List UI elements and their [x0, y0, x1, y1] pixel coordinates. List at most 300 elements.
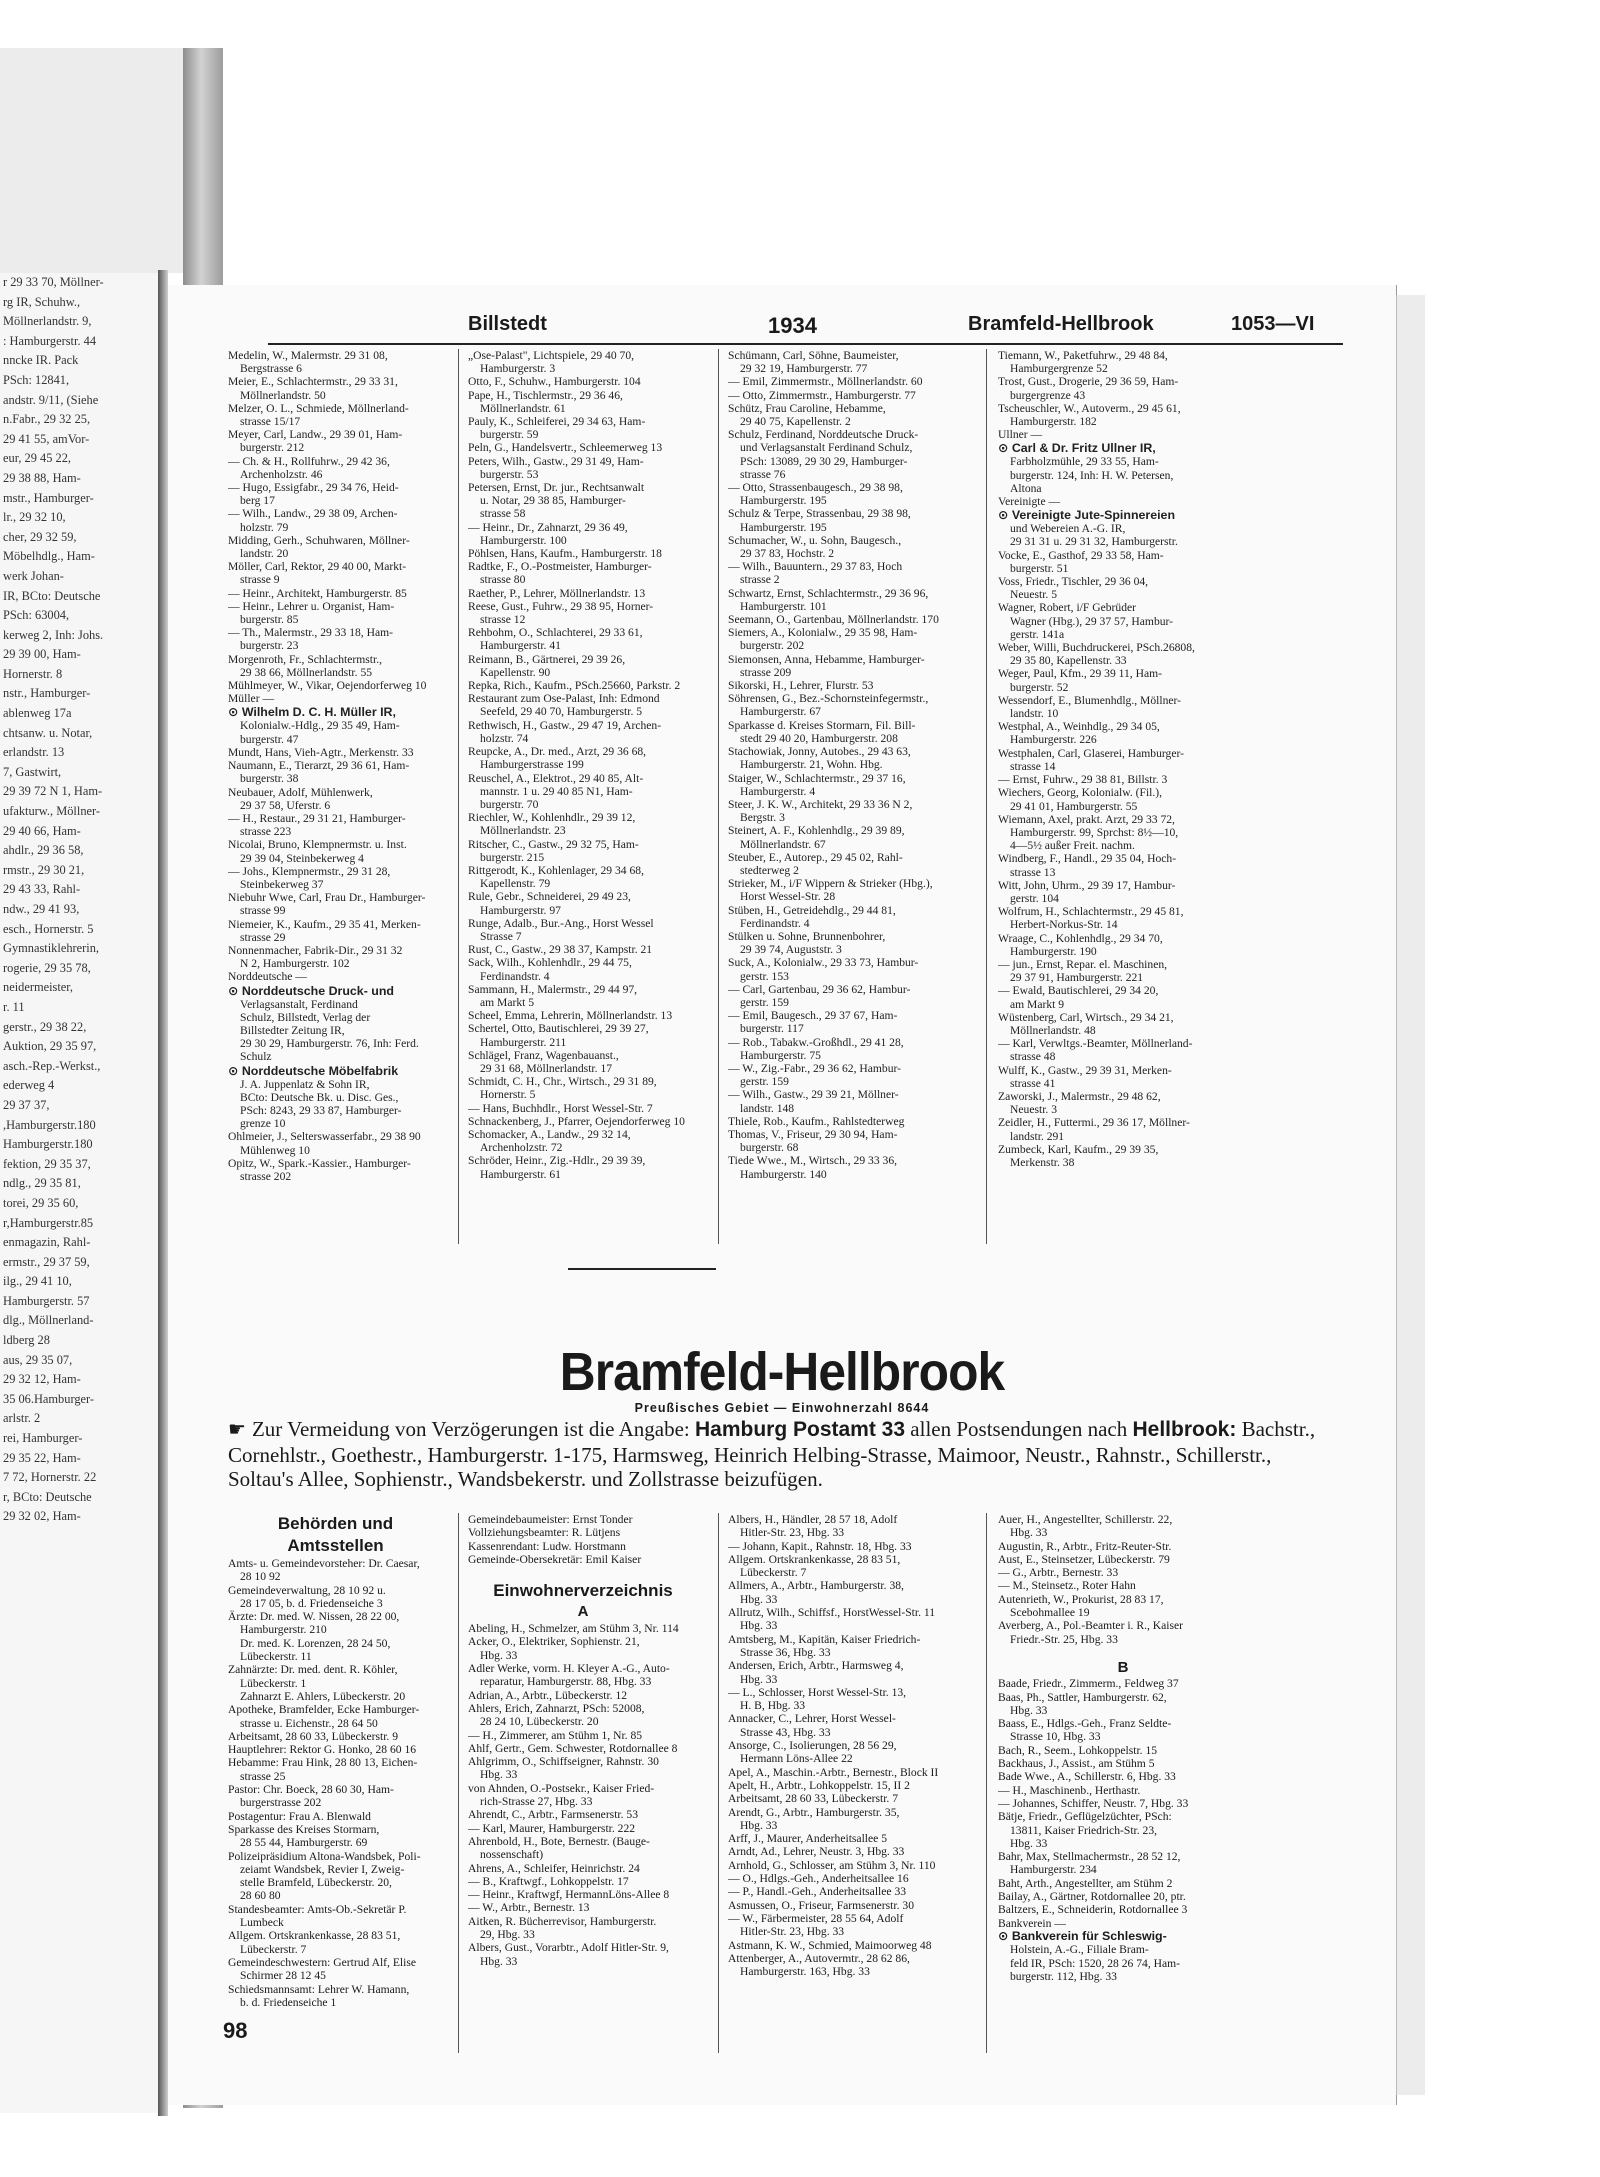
- entry-line: 29 41 55, amVor-: [3, 431, 90, 446]
- entry-line: Otto, F., Schuhw., Hamburgerstr. 104: [468, 375, 641, 389]
- pointing-hand-icon: ☛: [228, 1417, 246, 1441]
- entry-line: strasse 14: [1010, 759, 1056, 773]
- entry-line: — H., Maschinenb., Herthastr.: [998, 1783, 1141, 1797]
- entry-line: Windberg, F., Handl., 29 35 04, Hoch-: [998, 852, 1177, 866]
- entry-line: Westphal, A., Weinhdlg., 29 34 05,: [998, 720, 1160, 734]
- entry-line: Hauptlehrer: Rektor G. Honko, 28 60 16: [228, 1743, 417, 1757]
- entry-line: strasse 13: [1010, 865, 1056, 879]
- entry-line: — O., Hdlgs.-Geh., Anderheitsallee 16: [728, 1872, 909, 1886]
- entry-line: — Heinr., Dr., Zahnarzt, 29 36 49,: [468, 520, 628, 534]
- entry-line: Ohlmeier, J., Selterswasserfabr., 29 38 90: [228, 1130, 421, 1144]
- entry-line: ndlg., 29 35 81,: [3, 1176, 81, 1191]
- entry-line: Hamburgerstr. 234: [1010, 1863, 1097, 1877]
- entry-line: Abeling, H., Schmelzer, am Stühm 3, Nr. 114: [468, 1622, 679, 1636]
- entry-line: Schirmer 28 12 45: [240, 1969, 326, 1983]
- entry-line: Witt, John, Uhrm., 29 39 17, Hambur-: [998, 878, 1176, 892]
- entry-line: nncke IR. Pack: [3, 353, 79, 368]
- entry-line: ndw., 29 41 93,: [3, 902, 80, 916]
- entry-line: strasse 80: [480, 573, 526, 587]
- entry-line: Arbeitsamt, 28 60 33, Lübeckerstr. 7: [728, 1792, 899, 1806]
- entry-line: burgerstr. 53: [480, 467, 539, 481]
- entry-line: Möllnerlandstr. 9,: [3, 314, 92, 329]
- entry-line: Radtke, F., O.-Postmeister, Hamburger-: [468, 560, 652, 574]
- entry-line: Staiger, W., Schlachtermstr., 29 37 16,: [728, 771, 906, 785]
- section-rule: [568, 1268, 716, 1270]
- entry-line: Neubauer, Adolf, Mühlenwerk,: [228, 785, 373, 799]
- entry-line: Hitler-Str. 23, Hbg. 33: [740, 1925, 845, 1939]
- left-page-fragment: [0, 273, 160, 2113]
- entry-line: Hamburgerstr. 210: [240, 1623, 327, 1637]
- entry-line: 29 43 33, Rahl-: [3, 882, 81, 897]
- entry-line: burgerstr. 202: [740, 639, 805, 653]
- entry-line: Midding, Gerh., Schuhwaren, Möllner-: [228, 533, 410, 547]
- entry-line: Autenrieth, W., Prokurist, 28 83 17,: [998, 1592, 1164, 1606]
- entry-line: Rehbohm, O., Schlachterei, 29 33 61,: [468, 626, 643, 640]
- entry-line: — B., Kraftwgf., Lohkoppelstr. 17: [468, 1874, 629, 1888]
- entry-line: Schütz, Frau Caroline, Hebamme,: [728, 401, 886, 415]
- entry-line: Möllnerlandstr. 61: [480, 401, 566, 415]
- entry-line: strasse 48: [1010, 1050, 1056, 1064]
- entry-line: chtsanw. u. Notar,: [3, 725, 93, 740]
- entry-line: Amts- u. Gemeindevorsteher: Dr. Caesar,: [228, 1557, 420, 1570]
- entry-line: r. 11: [3, 999, 25, 1014]
- entry-line: b. d. Friedenseiche 1: [240, 1995, 337, 2009]
- entry-line: Ahrenbold, H., Bote, Bernestr. (Bauge-: [468, 1834, 650, 1848]
- entry-line: Müller —: [228, 692, 275, 706]
- entry-line: Gemeindebaumeister: Ernst Tonder: [468, 1513, 633, 1526]
- entry-line: H. B, Hbg. 33: [740, 1699, 806, 1713]
- entry-line: Restaurant zum Ose-Palast, Inh: Edmond: [468, 692, 660, 706]
- entry-line: zeiamt Wandsbek, Revier I, Zweig-: [240, 1862, 405, 1876]
- entry-line: berg 17: [240, 494, 275, 508]
- entry-line: Hornerstr. 8: [3, 666, 63, 681]
- entry-line: Hamburgerstr. 140: [740, 1167, 827, 1181]
- entry-line: Schulz, Ferdinand, Norddeutsche Druck-: [728, 428, 919, 442]
- entry-line: 28 55 44, Hamburgerstr. 69: [240, 1836, 368, 1850]
- entry-line: mannstr. 1 u. 29 40 85 N1, Ham-: [480, 784, 633, 798]
- entry-line: Tiemann, W., Paketfuhrw., 29 48 84,: [998, 349, 1168, 362]
- entry-line: Adler Werke, vorm. H. Kleyer A.-G., Auto-: [468, 1662, 670, 1676]
- entry-line: Augustin, R., Arbtr., Fritz-Reuter-Str.: [998, 1539, 1172, 1553]
- entry-line: burgerstr. 52: [1010, 680, 1069, 694]
- entry-line: Schmidt, C. H., Chr., Wirtsch., 29 31 89,: [468, 1075, 657, 1089]
- entry-line: Wolfrum, H., Schlachtermstr., 29 45 81,: [998, 905, 1184, 919]
- entry-line: Kapellenstr. 90: [480, 665, 551, 679]
- entry-line: Horst Wessel-Str. 28: [740, 890, 836, 904]
- entry-line: Dr. med. K. Lorenzen, 28 24 50,: [240, 1636, 391, 1650]
- entry-line: Stüben, H., Getreidehdlg., 29 44 81,: [728, 903, 896, 917]
- entry-line: ⊙ Wilhelm D. C. H. Müller IR,: [228, 705, 396, 720]
- residents-column-1: [468, 1513, 698, 1968]
- entry-line: Hamburgerstr. 190: [1010, 944, 1097, 958]
- entry-line: burgerstr. 212: [240, 441, 305, 455]
- entry-line: Wagner, Robert, i/F Gebrüder: [998, 601, 1137, 615]
- entry-line: Altona: [1010, 481, 1042, 495]
- entry-line: Wraage, C., Kohlenhdlg., 29 34 70,: [998, 931, 1163, 945]
- entry-line: 29 41 01, Hamburgerstr. 55: [1010, 799, 1138, 813]
- entry-line: Arnhold, G., Schlosser, am Stühm 3, Nr. 110: [728, 1858, 936, 1872]
- entry-line: Schwartz, Ernst, Schlachtermstr., 29 36 96,: [728, 586, 929, 600]
- entry-line: Petersen, Ernst, Dr. jur., Rechtsanwalt: [468, 481, 645, 495]
- authorities-list: [228, 1557, 443, 2009]
- entry-line: Zaworski, J., Malermstr., 29 48 62,: [998, 1089, 1161, 1103]
- entry-line: — H., Zimmerer, am Stühm 1, Nr. 85: [468, 1728, 643, 1742]
- entry-line: r,Hamburgerstr.85: [3, 1215, 94, 1230]
- entry-line: nstr., Hamburger-: [3, 686, 91, 701]
- entry-line: Bergstrasse 6: [240, 362, 302, 376]
- entry-line: burgerstr. 124, Inh: H. W. Petersen,: [1010, 468, 1174, 482]
- entry-line: Lübeckerstr. 7: [240, 1942, 307, 1956]
- entry-line: — Ernst, Fuhrw., 29 38 81, Billstr. 3: [998, 773, 1168, 787]
- entry-line: Wiechers, Georg, Kolonialw. (Fil.),: [998, 786, 1163, 800]
- entry-line: — Johs., Klempnermstr., 29 31 28,: [228, 864, 391, 878]
- entry-line: Farbholzmühle, 29 33 55, Ham-: [1010, 455, 1159, 469]
- entry-line: Peln, G., Handelsvertr., Schleemerweg 13: [468, 441, 663, 455]
- notice-text-2: allen Postsendungen nach: [910, 1417, 1128, 1441]
- entry-line: ,Hamburgerstr.180: [3, 1117, 96, 1132]
- entry-line: Baass, E., Hdlgs.-Geh., Franz Seldte-: [998, 1717, 1172, 1731]
- entry-line: PSch: 8243, 29 33 87, Hamburger-: [240, 1103, 402, 1117]
- entry-line: Medelin, W., Malermstr. 29 31 08,: [228, 349, 388, 362]
- entry-line: 29 38 66, Möllnerlandstr. 55: [240, 665, 373, 679]
- entry-line: Rethwisch, H., Gastw., 29 47 19, Archen-: [468, 718, 662, 732]
- entry-line: Zeidler, H., Futtermi., 29 36 17, Möllner-: [998, 1116, 1190, 1130]
- entry-line: Hamburgerstr. 75: [740, 1048, 821, 1062]
- entry-line: Repka, Rich., Kaufm., PSch.25660, Parkstr. 2: [468, 679, 681, 693]
- entry-line: strasse u. Eichenstr., 28 64 50: [240, 1716, 378, 1730]
- entry-line: cher, 29 32 59,: [3, 529, 77, 544]
- entry-line: Ahrens, A., Schleifer, Heinrichstr. 24: [468, 1861, 640, 1875]
- entry-line: ahdlr., 29 36 58,: [3, 843, 84, 858]
- entry-line: Albers, H., Händler, 28 57 18, Adolf: [728, 1513, 898, 1526]
- entry-line: — jun., Ernst, Repar. el. Maschinen,: [998, 957, 1168, 971]
- blank-line: [998, 1646, 1248, 1659]
- entry-line: kerweg 2, Inh: Johs.: [3, 627, 104, 642]
- column-divider: [718, 1513, 719, 2053]
- entry-line: Stülken u. Sohne, Brunnenbohrer,: [728, 929, 886, 943]
- entry-line: Wüstenberg, Carl, Wirtsch., 29 34 21,: [998, 1010, 1174, 1024]
- entry-line: Hamburgerstr.180: [3, 1137, 93, 1152]
- entry-line: Aust, E., Steinsetzer, Lübeckerstr. 79: [998, 1552, 1170, 1566]
- entry-line: landstr. 291: [1010, 1129, 1065, 1143]
- entry-line: Hamburgerstrasse 199: [480, 758, 584, 772]
- entry-line: burgergrenze 43: [1010, 388, 1086, 402]
- entry-line: Adrian, A., Arbtr., Lübeckerstr. 12: [468, 1688, 628, 1702]
- entry-line: Hamburgerstr. 3: [480, 362, 556, 376]
- entry-line: Opitz, W., Spark.-Kassier., Hamburger-: [228, 1156, 411, 1170]
- entry-line: Wessendorf, E., Blumenhdlg., Möllner-: [998, 693, 1182, 707]
- entry-line: burgerstrasse 202: [240, 1796, 322, 1810]
- entry-line: — Heinr., Architekt, Hamburgerstr. 85: [228, 586, 407, 600]
- entry-line: Vollziehungsbeamter: R. Lütjens: [468, 1526, 621, 1540]
- entry-line: Apel, A., Maschin.-Arbtr., Bernestr., Block II: [728, 1765, 939, 1779]
- page-gutter-shadow: [158, 270, 168, 2116]
- entry-line: Strasse 43, Hbg. 33: [740, 1725, 831, 1739]
- entry-line: Strasse 7: [480, 929, 522, 943]
- entry-line: Amtsberg, M., Kapitän, Kaiser Friedrich-: [728, 1632, 921, 1646]
- entry-line: nossenschaft): [480, 1848, 544, 1862]
- entry-line: strasse 29: [240, 930, 286, 944]
- entry-line: rogerie, 29 35 78,: [3, 960, 91, 975]
- entry-line: Hamburgerstr. 163, Hbg. 33: [740, 1965, 870, 1979]
- notice-hellbrook: Hellbrook:: [1132, 1418, 1237, 1441]
- entry-line: burgerstr. 68: [740, 1141, 799, 1155]
- entry-line: — W., Färbermeister, 28 55 64, Adolf: [728, 1911, 904, 1925]
- notice-text-1: Zur Vermeidung von Verzögerungen ist die Angabe:: [251, 1417, 690, 1441]
- entry-line: 28 24 10, Lübeckerstr. 20: [480, 1715, 599, 1729]
- entry-line: Kapellenstr. 79: [480, 877, 551, 891]
- entry-line: — Wilh., Gastw., 29 39 21, Möllner-: [728, 1088, 899, 1102]
- entry-line: Kassenrendant: Ludw. Horstmann: [468, 1539, 626, 1553]
- entry-line: ⊙ Norddeutsche Möbelfabrik: [228, 1063, 399, 1078]
- entry-line: — Heinr., Lehrer u. Organist, Ham-: [228, 599, 395, 613]
- entry-line: 35 06.Hamburger-: [3, 1391, 95, 1406]
- entry-line: Schümann, Carl, Söhne, Baumeister,: [728, 349, 899, 362]
- entry-line: strasse 76: [740, 467, 786, 481]
- entry-line: r 29 33 70, Möllner-: [3, 275, 104, 289]
- entry-line: Hbg. 33: [740, 1592, 778, 1606]
- entry-line: 7 72, Hornerstr. 22: [3, 1470, 97, 1485]
- entry-line: Hamburgerstr. 61: [480, 1167, 561, 1181]
- entry-line: gerstr. 153: [740, 969, 789, 983]
- entry-line: Scebohmallee 19: [1010, 1606, 1090, 1620]
- entry-line: Tscheuschler, W., Autoverm., 29 45 61,: [998, 401, 1181, 415]
- entry-line: — Johann, Kapit., Rahnstr. 18, Hbg. 33: [728, 1539, 912, 1553]
- entry-line: werk Johan-: [3, 568, 64, 583]
- entry-line: — Wilh., Bauuntern., 29 37 83, Hoch: [728, 560, 903, 574]
- entry-line: ⊙ Bankverein für Schleswig-: [998, 1929, 1167, 1943]
- entry-line: reparatur, Hamburgerstr. 88, Hbg. 33: [480, 1675, 652, 1689]
- entry-line: Schnackenberg, J., Pfarrer, Oejendorferweg 10: [468, 1114, 685, 1128]
- entry-line: Ahlgrimm, O., Schiffseigner, Rahnstr. 30: [468, 1755, 659, 1769]
- entry-line: Allgem. Ortskrankenkasse, 28 83 51,: [728, 1552, 901, 1566]
- entry-line: Tiede Wwe., M., Wirtsch., 29 33 36,: [728, 1154, 898, 1168]
- entry-line: Bahr, Max, Stellmachermstr., 28 52 12,: [998, 1850, 1181, 1864]
- entry-line: Wiemann, Axel, prakt. Arzt, 29 33 72,: [998, 812, 1175, 826]
- entry-line: Schumacher, W., u. Sohn, Baugesch.,: [728, 533, 902, 547]
- entry-line: Hebamme: Frau Hink, 28 80 13, Eichen-: [228, 1756, 418, 1770]
- entry-line: Allmers, A., Arbtr., Hamburgerstr. 38,: [728, 1579, 904, 1593]
- entry-line: gerstr. 141a: [1010, 627, 1065, 641]
- entry-line: burgerstr. 38: [240, 772, 299, 786]
- entry-line: gerstr. 159: [740, 1075, 789, 1089]
- entry-line: ldberg 28: [3, 1333, 50, 1348]
- entry-line: ederweg 4: [3, 1078, 55, 1093]
- entry-line: Allgem. Ortskrankenkasse, 28 83 51,: [228, 1929, 401, 1943]
- entry-line: Wagner (Hbg.), 29 37 57, Hambur-: [1010, 614, 1174, 628]
- entry-line: Schiedsmannsamt: Lehrer W. Hamann,: [228, 1982, 410, 1996]
- entry-line: — Johannes, Schiffer, Neustr. 7, Hbg. 33: [998, 1796, 1189, 1810]
- directory-page: [168, 285, 1397, 2105]
- entry-line: Nonnenmacher, Fabrik-Dir., 29 31 32: [228, 943, 403, 957]
- entry-line: Bade Wwe., A., Schillerstr. 6, Hbg. 33: [998, 1770, 1176, 1784]
- entry-line: 7, Gastwirt,: [3, 764, 62, 779]
- entry-line: — G., Arbtr., Bernestr. 33: [998, 1566, 1119, 1580]
- entry-line: Sparkasse des Kreises Stormarn,: [228, 1822, 380, 1836]
- entry-line: Ahrendt, C., Arbtr., Farmsenerstr. 53: [468, 1808, 639, 1822]
- entry-line: landstr. 10: [1010, 707, 1059, 721]
- entry-line: BCto: Deutsche Bk. u. Disc. Ges.,: [240, 1090, 399, 1104]
- entry-line: Thomas, V., Friseur, 29 30 94, Ham-: [728, 1127, 898, 1141]
- entry-line: r, BCto: Deutsche: [3, 1489, 92, 1504]
- entry-line: Rittgerodt, K., Kohlenlager, 29 34 68,: [468, 863, 644, 877]
- entry-line: Hbg. 33: [1010, 1836, 1048, 1850]
- entry-line: Westphalen, Carl, Glaserei, Hamburger-: [998, 746, 1184, 760]
- entry-line: Schertel, Otto, Bautischlerei, 29 39 27,: [468, 1022, 649, 1036]
- entry-line: Hbg. 33: [1010, 1526, 1048, 1540]
- entry-line: Billstedter Zeitung IR,: [240, 1023, 345, 1037]
- postal-notice: [228, 1417, 1338, 1492]
- entry-line: ⊙ Carl & Dr. Fritz Ullner IR,: [998, 441, 1156, 456]
- entry-line: Apotheke, Bramfelder, Ecke Hamburger-: [228, 1703, 420, 1717]
- entries-column-3: [728, 349, 973, 1181]
- entry-line: — Ewald, Bautischlerei, 29 34 20,: [998, 984, 1159, 998]
- entry-line: Möller, Carl, Rektor, 29 40 00, Markt-: [228, 560, 407, 574]
- entry-line: PSch: 12841,: [3, 372, 70, 387]
- entry-line: Bankverein —: [998, 1916, 1066, 1930]
- entry-line: — Wilh., Landw., 29 38 09, Archen-: [228, 507, 398, 521]
- entry-line: rich-Strasse 27, Hbg. 33: [480, 1795, 593, 1809]
- entry-line: Backhaus, J., Assist., am Stühm 5: [998, 1757, 1155, 1771]
- entry-line: PSch: 13089, 29 30 29, Hamburger-: [740, 454, 908, 468]
- entry-line: Bailay, A., Gärtner, Rotdornallee 20, ptr.: [998, 1890, 1186, 1904]
- entry-line: gerstr., 29 38 22,: [3, 1019, 87, 1034]
- entry-line: Möllnerlandstr. 48: [1010, 1023, 1096, 1037]
- entry-line: Arendt, G., Arbtr., Hamburgerstr. 35,: [728, 1805, 900, 1819]
- entry-line: Söhrensen, G., Bez.-Schornsteinfegermstr.,: [728, 692, 929, 706]
- entry-line: Gemeinde-Obersekretär: Emil Kaiser: [468, 1552, 642, 1566]
- entry-line: strasse 25: [240, 1769, 286, 1783]
- entry-line: Zumbeck, Karl, Kaufm., 29 39 35,: [998, 1142, 1159, 1156]
- entry-line: Andersen, Erich, Arbtr., Harmsweg 4,: [728, 1659, 904, 1673]
- entry-line: — Th., Malermstr., 29 33 18, Ham-: [228, 626, 393, 640]
- entry-line: 13811, Kaiser Friedrich-Str. 23,: [1010, 1823, 1158, 1837]
- entry-line: strasse 9: [240, 573, 280, 587]
- entry-line: Raether, P., Lehrer, Möllnerlandstr. 13: [468, 586, 646, 600]
- entry-line: Hbg. 33: [1010, 1703, 1048, 1717]
- entry-line: 29 30 29, Hamburgerstr. 76, Inh: Ferd.: [240, 1037, 419, 1051]
- entry-line: Astmann, K. W., Schmied, Maimoorweg 48: [728, 1938, 932, 1952]
- entry-line: dlg., Möllnerland-: [3, 1313, 94, 1328]
- entry-line: burgerstr. 215: [480, 850, 545, 864]
- entry-line: rei, Hamburger-: [3, 1431, 83, 1446]
- entry-line: 29 37 37,: [3, 1097, 50, 1112]
- entry-line: Niemeier, K., Kaufm., 29 35 41, Merken-: [228, 917, 421, 931]
- authorities-column: [228, 1513, 443, 2009]
- entry-line: Ansorge, C., Isolierungen, 28 56 29,: [728, 1739, 897, 1753]
- entry-line: Schulz: [240, 1050, 272, 1064]
- entry-line: — P., Handl.-Geh., Anderheitsallee 33: [728, 1885, 907, 1899]
- entry-line: Bätje, Friedr., Geflügelzüchter, PSch:: [998, 1810, 1172, 1824]
- entry-line: 28 60 80: [240, 1889, 281, 1903]
- entry-line: Möbelhdlg., Ham-: [3, 549, 95, 564]
- entry-line: Möllnerlandstr. 67: [740, 837, 826, 851]
- entry-line: Rule, Gebr., Schneiderei, 29 49 23,: [468, 890, 631, 904]
- entry-line: Friedr.-Str. 25, Hbg. 33: [1010, 1632, 1118, 1646]
- running-header: [168, 313, 1396, 343]
- entry-line: Hbg. 33: [740, 1619, 778, 1633]
- entry-line: Voss, Friedr., Tischler, 29 36 04,: [998, 575, 1149, 589]
- entry-line: Merkenstr. 38: [1010, 1155, 1075, 1169]
- entry-line: — M., Steinsetz., Roter Hahn: [998, 1579, 1136, 1593]
- entry-line: Hamburgerstr. 226: [1010, 733, 1097, 747]
- entry-line: Morgenroth, Fr., Schlachtermstr.,: [228, 652, 383, 666]
- entry-line: Pöhlsen, Hans, Kaufm., Hamburgerstr. 18: [468, 547, 662, 561]
- entry-line: Zahnärzte: Dr. med. dent. R. Köhler,: [228, 1663, 398, 1677]
- entry-line: Kolonialw.-Hdlg., 29 35 49, Ham-: [240, 719, 400, 733]
- entry-line: Schröder, Heinr., Zig.-Hdlr., 29 39 39,: [468, 1154, 646, 1168]
- section-subtitle: Preußisches Gebiet — Einwohnerzahl 8644: [634, 1401, 930, 1415]
- entry-line: Lübeckerstr. 11: [240, 1650, 312, 1664]
- entry-line: Hamburgerstr. 100: [480, 533, 567, 547]
- entry-line: 29 39 72 N 1, Ham-: [3, 784, 103, 799]
- entry-line: Pauly, K., Schleiferei, 29 34 63, Ham-: [468, 415, 646, 429]
- entry-line: Seemann, O., Gartenbau, Möllnerlandstr. 170: [728, 613, 939, 627]
- entry-line: Archenholzstr. 46: [240, 467, 323, 481]
- letter-a-heading: A: [577, 1603, 589, 1621]
- entry-line: ablenweg 17a: [3, 706, 72, 721]
- entry-line: Gymnastiklehrerin,: [3, 941, 100, 956]
- entry-line: gerstr. 104: [1010, 891, 1059, 905]
- entry-line: Acker, O., Elektriker, Sophienstr. 21,: [468, 1635, 640, 1649]
- entry-line: Sammann, H., Malermstr., 29 44 97,: [468, 982, 638, 996]
- entries-column-4: [998, 349, 1248, 1169]
- entry-line: Archenholzstr. 72: [480, 1141, 563, 1155]
- entry-line: Siemers, A., Kolonialw., 29 35 98, Ham-: [728, 626, 918, 640]
- column-divider: [458, 1513, 459, 2053]
- entry-line: Baas, Ph., Sattler, Hamburgerstr. 62,: [998, 1690, 1167, 1704]
- entry-line: 29 31 68, Möllnerlandstr. 17: [480, 1061, 613, 1075]
- entry-line: Siemonsen, Anna, Hebamme, Hamburger-: [728, 652, 925, 666]
- entry-line: Sikorski, H., Lehrer, Flurstr. 53: [728, 679, 874, 693]
- entry-line: 29 35 80, Kapellenstr. 33: [1010, 654, 1127, 668]
- entry-line: Hamburgerstr. 195: [740, 520, 827, 534]
- entry-line: burgerstr. 59: [480, 428, 539, 442]
- entry-line: Auktion, 29 35 97,: [3, 1039, 97, 1054]
- entry-line: — L., Schlosser, Horst Wessel-Str. 13,: [728, 1685, 907, 1699]
- entry-line: burgerstr. 117: [740, 1022, 804, 1036]
- entry-line: Asmussen, O., Friseur, Farmsenerstr. 30: [728, 1898, 914, 1912]
- entry-line: ufakturw., Möllner-: [3, 804, 101, 819]
- entry-line: Allrutz, Wilh., Schiffsf., HorstWessel-Str. 11: [728, 1606, 936, 1620]
- entry-line: Schulz & Terpe, Strassenbau, 29 38 98,: [728, 507, 911, 521]
- entry-line: Hamburgerstr. 195: [740, 494, 827, 508]
- residents-heading: Einwohnerverzeichnis: [493, 1581, 673, 1601]
- entry-line: Thiele, Rob., Kaufm., Rahlstedterweg: [728, 1114, 905, 1128]
- entry-line: Attenberger, A., Autovermtr., 28 62 86,: [728, 1951, 910, 1965]
- entry-line: Sparkasse d. Kreises Stormarn, Fil. Bill-: [728, 718, 916, 732]
- notice-postamt: Hamburg Postamt 33: [694, 1418, 906, 1441]
- entries-column-1: [228, 349, 443, 1183]
- entry-line: Gemeindeverwaltung, 28 10 92 u.: [228, 1583, 386, 1597]
- entry-line: strasse 15/17: [240, 415, 301, 429]
- header-locality: Billstedt: [468, 313, 547, 335]
- header-page-number: 1053—VI: [1231, 313, 1315, 335]
- entry-line: 4—5½ außer Freit. nachm.: [1010, 839, 1135, 853]
- entry-line: Mundt, Hans, Vieh-Agtr., Merkenstr. 33: [228, 745, 414, 759]
- entry-line: Hamburgerstr. 4: [740, 784, 816, 798]
- entry-line: Trost, Gust., Drogerie, 29 36 59, Ham-: [998, 375, 1179, 389]
- entry-line: am Markt 9: [1010, 997, 1065, 1011]
- entry-line: ⊙ Vereinigte Jute-Spinnereien: [998, 508, 1176, 523]
- entry-line: „Ose-Palast", Lichtspiele, 29 40 70,: [468, 349, 635, 362]
- entry-line: Arndt, Ad., Lehrer, Neustr. 3, Hbg. 33: [728, 1845, 905, 1859]
- entry-line: burgerstr. 23: [240, 639, 299, 653]
- entry-line: 29, Hbg. 33: [480, 1928, 535, 1942]
- entry-line: 28 10 92: [240, 1570, 281, 1584]
- entry-line: 29 32 02, Ham-: [3, 1509, 81, 1524]
- entry-line: erlandstr. 13: [3, 745, 65, 760]
